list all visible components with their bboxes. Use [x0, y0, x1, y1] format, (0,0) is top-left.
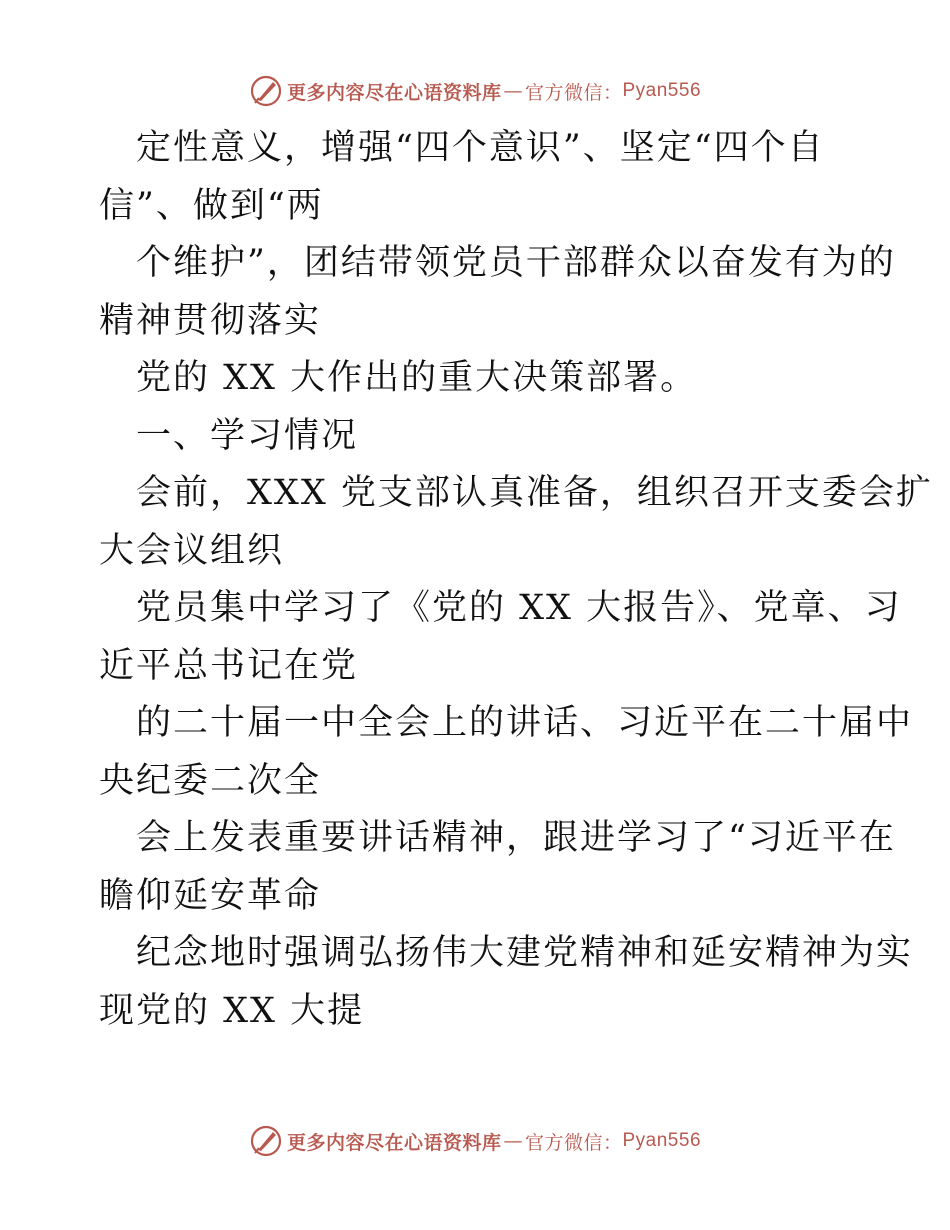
body-line: 党的 XX 大作出的重大决策部署。	[136, 358, 698, 398]
body-line: 定性意义，增强“四个意识”、坚定“四个自	[136, 128, 825, 168]
body-line: 近平总书记在党	[99, 645, 359, 686]
document-body	[99, 120, 933, 1040]
body-line: 精神贯彻落实	[99, 300, 322, 341]
watermark-main-text: 更多内容尽在心语资料库	[286, 1131, 502, 1154]
body-line: 个维护”，团结带领党员干部群众以奋发有为的	[136, 243, 896, 283]
section-heading: 一、学习情况	[136, 415, 359, 456]
watermark-main-text: 更多内容尽在心语资料库	[286, 81, 502, 104]
footer-watermark	[0, 1124, 950, 1158]
watermark-dash: —	[503, 1130, 523, 1152]
body-line: 会上发表重要讲话精神，跟进学习了“习近平在	[136, 818, 896, 858]
quill-pen-logo-icon	[249, 74, 283, 108]
header-watermark	[0, 74, 950, 108]
watermark-sub-text: 官方微信：	[524, 1131, 623, 1154]
body-line: 大会议组织	[99, 530, 285, 571]
watermark-wechat-id: Pyan556	[622, 80, 702, 101]
watermark-dash: —	[503, 80, 523, 102]
body-line: 会前，XXX 党支部认真准备，组织召开支委会扩	[136, 473, 933, 513]
watermark-wechat-id: Pyan556	[622, 1130, 702, 1151]
quill-pen-logo-icon	[249, 1124, 283, 1158]
body-line: 信”、做到“两	[99, 185, 324, 226]
watermark-sub-text: 官方微信：	[524, 81, 623, 104]
body-line: 的二十届一中全会上的讲话、习近平在二十届中	[136, 703, 914, 743]
body-line: 纪念地时强调弘扬伟大建党精神和延安精神为实	[136, 933, 914, 973]
body-line: 瞻仰延安革命	[99, 875, 322, 916]
body-line: 党员集中学习了《党的 XX 大报告》、党章、习	[136, 588, 902, 628]
body-line: 央纪委二次全	[99, 760, 322, 801]
body-line: 现党的 XX 大提	[99, 990, 365, 1031]
